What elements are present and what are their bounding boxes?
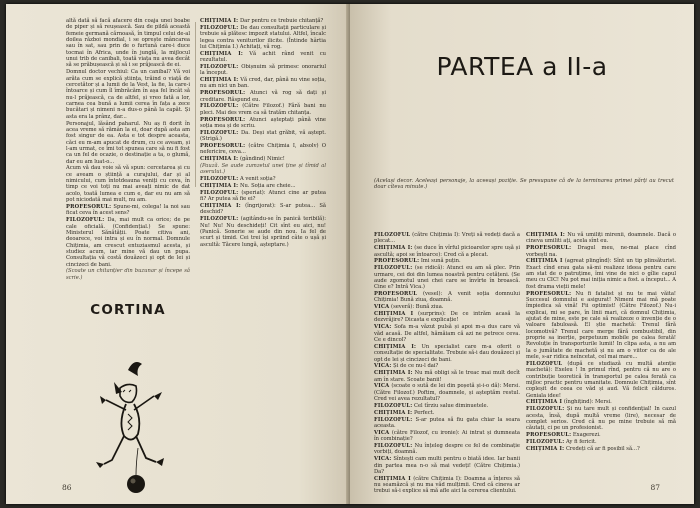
speaker-name: CHIȚIMIA I: bbox=[374, 409, 413, 416]
speaker-name: PROFESORUL: bbox=[200, 143, 246, 150]
dialogue-paragraph bbox=[526, 361, 676, 399]
dialogue-paragraph bbox=[526, 406, 676, 431]
dialogue-paragraph bbox=[200, 90, 326, 103]
speaker-name: FILOZOFUL: bbox=[200, 63, 239, 70]
dialogue-paragraph bbox=[374, 410, 520, 416]
dialogue-text: A venit soția? bbox=[238, 176, 276, 183]
dialogue-text: (îngrijorat): S-ar putea... Să deschid? bbox=[200, 203, 326, 216]
dialogue-text: Și de ce nu-l dai? bbox=[391, 363, 439, 370]
speaker-name: CHIȚIMIA I bbox=[526, 399, 563, 406]
dialogue-text: De dau consultații particulare și trebuie să plătesc impozit statului. Altfel, încalc legea contra veniturilor ilicite. (Întinde hârtia lui Chițimia I.) Achitați, vă rog. bbox=[200, 24, 326, 50]
book-spread bbox=[6, 4, 694, 504]
speaker-name: FILOZOFUL: bbox=[374, 443, 413, 449]
speaker-name: CHIȚIMIA I: bbox=[374, 343, 417, 350]
speaker-name: CHIȚIMIA I: bbox=[200, 183, 239, 190]
dialogue-text: (după ce studiază cu multă atenție machetă): Exeleu ! In primul rînd, pentru că nu are o contribuție teoretică în transportul pe calea ferată ca mijloc practic pentru umanitate. Domnule Chițimia, sînt copleșit de ceea ce văd și aud. Vă felicit călduros. Geniala idee! bbox=[526, 360, 676, 399]
dialogue-paragraph bbox=[200, 117, 326, 130]
speaker-name: PROFESORUL: bbox=[374, 258, 420, 265]
speaker-name: FILOZOFUL: bbox=[526, 439, 565, 445]
dialogue-paragraph bbox=[526, 245, 676, 258]
left-column-2 bbox=[200, 18, 326, 246]
dialogue-paragraph bbox=[200, 130, 326, 143]
speaker-name: FILOZOFUL: bbox=[200, 129, 239, 136]
dialogue-paragraph bbox=[374, 403, 520, 409]
left-page bbox=[6, 4, 350, 504]
dialogue-paragraph bbox=[374, 430, 520, 443]
dialogue-text: (Către Filozof.) Fără bani nu pleci. Mai des vrem ca să tratăm chitanța. bbox=[200, 103, 326, 116]
page-number-left: 86 bbox=[62, 483, 72, 492]
dialogue-text: (către Filozof, cu ironie): Ai intrat și dumneata în combinație? bbox=[374, 429, 520, 443]
speaker-name: FILOZOFUL bbox=[526, 360, 563, 367]
speaker-name: VICA bbox=[374, 304, 390, 311]
dialogue-text: Dragul meu, ne-mai place cînd vorbești na. bbox=[526, 245, 676, 258]
dialogue-paragraph bbox=[526, 232, 676, 245]
speaker-name: CHIȚIMIA I bbox=[526, 258, 563, 265]
part-title: PARTEA a II-a bbox=[436, 52, 608, 81]
dialogue-text: Credeți că ar fi posibil să...? bbox=[564, 445, 640, 452]
dialogue-text: altă dată să facă afacere din coaja unei boabe de piper și să reușească. Sau de pildă această femeie germană cărnoasă, în timpul celui de-al doilea război mondial, i se oprește mâncarea sau în sat, sau prin de o furtună care-i duce tocmai în Africa, unde în junglă, la mijlocul unui trib de canibali, toată viața nu avea decât să se prăbușească și să i se prăjească de ei. bbox=[66, 18, 190, 69]
dialogue-text: (gândind) Nimic! bbox=[238, 156, 285, 163]
speaker-name: FILOZOFUL: bbox=[374, 402, 413, 409]
dialogue-paragraph bbox=[374, 370, 520, 383]
dialogue-text: Sofa m-a văzut pulsă și apoi m-a dus care vă văd acasă. De altfel, hămăiam că azi ne petrece ceva. Ce e dincol? bbox=[374, 324, 520, 343]
dialogue-paragraph bbox=[200, 51, 326, 64]
jester-illustration bbox=[76, 352, 186, 497]
dialogue-text: Un specialist care m-a oferit o consultație de specialitate. Trebuie să-i dau douăzeci și opt de lei și cincizeci de bani. bbox=[374, 343, 520, 363]
speaker-name: CHIȚIMIA I: bbox=[374, 370, 413, 377]
speaker-name: FILOZOFUL: bbox=[200, 176, 239, 183]
dialogue-text: (se duce în vîrful picioarelor spre ușă și ascultă; apoi se întoarce): Cred că a plecat. bbox=[374, 245, 520, 258]
scene-direction: (Același decor. Aceleași personaje, la aceeași poziție. Se presupune că de la terminarea primei părți au trecut doar cîteva minute.) bbox=[374, 178, 674, 191]
dialogue-paragraph bbox=[200, 143, 326, 156]
stage-direction: (Pauză. Se aude zumzetul unei ține și tîmid al aserului.) bbox=[200, 163, 326, 176]
dialogue-text: (surprins): De ce intrăm acasă la dezvrăjire? Dicasta e explicație! bbox=[374, 311, 521, 324]
dialogue-text: Da, mai mult ca orice; de pe cale oficială. (Confidențial.) Se spune: Ministerul Sănătății. Poate citiva ani, deoarece, voi intra și eu în normal. Domnule Chițimia, am crescut entuziasmul acesta, și studiez acum, iar mine vă dau un pupa. Consultația vă costă douăzeci și opt de lei și cincizeci de bani. bbox=[66, 217, 190, 268]
speaker-name: FILOZOFUL: bbox=[200, 216, 239, 223]
dialogue-text: Obișnuim să primesc onorariul la început. bbox=[200, 63, 326, 77]
dialogue-text: Cel tîrziu salue diminuetele. bbox=[412, 402, 489, 409]
speaker-name: PROFESORUL: bbox=[526, 290, 572, 297]
right-column-2 bbox=[526, 232, 676, 460]
dialogue-paragraph bbox=[66, 18, 190, 69]
dialogue-text: Nu mă obligi să le treac mai mult decît am în stare. Scoate banii! bbox=[374, 370, 520, 383]
dialogue-paragraph bbox=[66, 204, 190, 217]
speaker-name: PROFESORUL: bbox=[200, 116, 246, 123]
dialogue-paragraph bbox=[374, 311, 520, 324]
dialogue-paragraph bbox=[200, 156, 326, 162]
dialogue-text: Ay fi fericit. bbox=[564, 439, 597, 445]
speaker-name: CHIȚIMIA I: bbox=[200, 50, 243, 57]
speaker-name: CHIȚIMIA I bbox=[374, 475, 411, 482]
dialogue-text: (speriat): Atunci cine ar putea fi? Ar putea să fie ei? bbox=[200, 189, 326, 203]
right-page bbox=[350, 4, 694, 504]
dialogue-paragraph bbox=[200, 64, 326, 77]
page-number-right: 87 bbox=[650, 483, 660, 492]
dialogue-paragraph bbox=[200, 183, 326, 189]
dialogue-paragraph bbox=[374, 324, 520, 343]
dialogue-paragraph bbox=[374, 476, 520, 495]
dialogue-text: Nu fi fatalist și nu te mai văita! Succesul domnului e asigurat! Nimeni mai mă poate împiedica să vină! Fii optimist! (Către Filozof.) Nu-i explicai, mi se pare, în linii mari, că domnul Chițimia, ajutat de mine, este pe cale să realizeze o invenție de o valoare fabuloasă. El știe machetă: Trenul fără locomotivă? Trenul care merge fără combustibil, din proprie sa inerție, perpetuum mobile pe calea ferată! Revoluție în transporturile lumii! In clipa asta, a nu am la o jumătate de machetă și nu am o viitor ca de ale mele, s-ar ridica neîncetat, cel mai mare... bbox=[526, 290, 676, 361]
right-column-1 bbox=[374, 232, 521, 495]
speaker-name: VICA bbox=[374, 429, 390, 436]
dialogue-text: Atunci așteptați până vine soția mea și de scriu. bbox=[200, 116, 326, 129]
speaker-name: PROFESORUL: bbox=[526, 432, 572, 439]
speaker-name: FILOZOFUL: bbox=[526, 406, 565, 413]
dialogue-text: (către Chițimia I): Doamna a înțeres să nu seamăzcă și nu ma văd mulțimii. Cred că cineva ar trebui să-i explice să mă afle aici la cererea clientului. bbox=[374, 475, 520, 495]
dialogue-text: Domnul doctor vechiul: Ca un canibal? Vă voi arăta cum se explică știința, trăind o viață de cercetător și a lumii de la Vest, la fie, la care-i întoarce și cum îl îmbrăcăm în așa fel încât să nu-l prăjească, ca de altfel, și vreo fată a lor, carnea cea bună a lumii cerea în fața a zece bucătari și nimeni n-a dus-o până la capăt. Și asta era la prânz, dar... bbox=[66, 69, 190, 120]
dialogue-paragraph bbox=[374, 265, 520, 290]
dialogue-paragraph bbox=[200, 203, 326, 216]
dialogue-paragraph bbox=[374, 456, 520, 475]
dialogue-text: Vă achit rând venit cu rezultatul. bbox=[200, 50, 326, 64]
dialogue-text: (scoate o sută de lei din poșetă și-i-o dă): Mersi. (Către Filozof.) Poftim, doamnele, și așteptăm restul. Cred vei avea rezultatul? bbox=[374, 383, 520, 403]
dialogue-paragraph bbox=[374, 291, 520, 304]
speaker-name: FILOZOFUL: bbox=[374, 265, 413, 272]
dialogue-text: Vă cred, dar, până nu vine soția, nu am nici un ban. bbox=[200, 77, 326, 90]
column-divider bbox=[195, 22, 196, 187]
dialogue-paragraph bbox=[374, 443, 520, 456]
speaker-name: FILOZOFUL bbox=[374, 232, 411, 238]
dialogue-text: Nu. Soția are cheie... bbox=[238, 183, 296, 190]
dialogue-paragraph bbox=[200, 18, 326, 24]
dialogue-text: Exagerezi. bbox=[571, 432, 601, 439]
dialogue-paragraph bbox=[526, 258, 676, 290]
speaker-name: PROFESORUL: bbox=[526, 245, 572, 252]
dialogue-paragraph bbox=[200, 163, 326, 176]
speaker-name: CHIȚIMIA I: bbox=[200, 156, 239, 163]
dialogue-paragraph bbox=[200, 216, 326, 248]
dialogue-paragraph bbox=[374, 304, 520, 310]
dialogue-paragraph bbox=[200, 77, 326, 90]
speaker-name: PROFESORUL: bbox=[200, 90, 246, 97]
dialogue-paragraph bbox=[66, 268, 190, 281]
dialogue-paragraph bbox=[374, 245, 520, 258]
dialogue-paragraph bbox=[526, 432, 676, 438]
speaker-name: VICA: bbox=[374, 456, 392, 463]
dialogue-text: Și nu tare mult și confidențial! In cazul acesta, însă, după multă vreme (lire), necesar de complet serios. Cred că nu pe mine trebuie să mă căutați, ci pe un profesionist. bbox=[526, 406, 676, 432]
dialogue-text: (agreat plingînd): Sînt un tip plinsăturist. Exact cînd erau gata să-mi realizez ideea pentru care am stat de o patruțime, îmi vine de nici o gîlie capul meu cu CIC! Nu pot mai iniția nimic a fost. a început... A fost drama vieții mele! bbox=[526, 258, 676, 290]
dialogue-paragraph bbox=[200, 25, 326, 50]
dialogue-text: Atunci vă rog să dați și creditare. Răspund eu. bbox=[200, 90, 326, 103]
dialogue-paragraph bbox=[66, 69, 190, 120]
dialogue-text: Perfect. bbox=[412, 409, 435, 416]
left-column-1 bbox=[66, 18, 190, 281]
dialogue-text: S-ar putea să fiu gata chiar la seara aceasta. bbox=[374, 416, 520, 429]
speaker-name: FILOZOFUL: bbox=[200, 189, 239, 196]
cortina-heading: CORTINA bbox=[90, 302, 166, 318]
stage-direction: (Scoate un chitanțier din buzunar și începe să scrie.) bbox=[66, 268, 190, 281]
dialogue-paragraph bbox=[374, 344, 520, 363]
dialogue-paragraph bbox=[66, 121, 190, 165]
speaker-name: FILOZOFUL: bbox=[66, 217, 105, 224]
dialogue-text: Imi sună puțin. bbox=[419, 258, 461, 265]
dialogue-paragraph bbox=[374, 383, 520, 402]
dialogue-text: (se ridică): Atunci eu am să plec. Prin urmare, cei doi din lumea noastră pentru cetățeni. (Se aude zgomotul unei chei care se învîrte în broască. Cine e? Intră Vica.) bbox=[374, 265, 520, 291]
dialogue-text: (severă): Bună ziua. bbox=[389, 304, 444, 311]
dialogue-paragraph bbox=[200, 190, 326, 203]
speaker-name: VICA: bbox=[374, 363, 392, 370]
dialogue-text: (agitându-se în panică teribilă): Nu! Nu! Nu deschideți! Cit sînt eu aici, nu! (Panică. Sonerie se aude din nou. Ia fel de scurt și timid. Cei trei își spriind câte o ușă și ascultă: Tăcere lungă, așteptare.) bbox=[200, 216, 326, 248]
speaker-name: CHIȚIMIA I: bbox=[200, 203, 241, 210]
dialogue-paragraph bbox=[526, 291, 676, 361]
speaker-name: CHIȚIMIA I: bbox=[374, 245, 413, 252]
dialogue-text: (către Chițimia I): Vreți să vedeți dacă a plecat... bbox=[374, 232, 520, 245]
speaker-name: VICA bbox=[374, 383, 390, 390]
speaker-name: FILOZOFUL: bbox=[200, 103, 239, 110]
dialogue-paragraph bbox=[200, 176, 326, 182]
dialogue-paragraph bbox=[374, 258, 520, 264]
speaker-name: PROFESORUL: bbox=[66, 203, 112, 210]
speaker-name: CHIȚIMIA I: bbox=[526, 445, 565, 452]
dialogue-text: (către Chițimia I, absolv) O nefericire, ceva... bbox=[200, 143, 326, 156]
dialogue-text: Dar pentru ce trebuie chitanță? bbox=[238, 18, 324, 24]
dialogue-text: Nu înțeleg despre ce fel de combinație vorbiți, doamnă. bbox=[374, 443, 520, 456]
dialogue-paragraph bbox=[374, 363, 520, 369]
dialogue-text: (vesel): A venit soția domnului Chițimia! Bună ziua, doamnă. bbox=[374, 291, 520, 304]
dialogue-text: Sîntești cam multi pentru o biată idee. Iar banii din partea mea n-o să mai vedeți! (Către Chițimia.) Da? bbox=[374, 456, 520, 475]
dialogue-paragraph bbox=[66, 217, 190, 268]
dialogue-text: (înghițind): Mersi. bbox=[562, 399, 612, 406]
dialogue-text: Acum vă dau voie să vă spun: cercetarea și cu ce aveam o știință a curajului, dar și al nimicului, cum întotdeauna veniți cu ceva, în timp ce voi toți nu mai aveați nimic de dat acolo, toată lumea e cum e, dar eu nu am să pot niciodată mai mult, nu am. bbox=[66, 165, 190, 204]
dialogue-paragraph bbox=[526, 446, 676, 452]
dialogue-paragraph bbox=[66, 165, 190, 203]
speaker-name: CHIȚIMIA I: bbox=[200, 77, 239, 84]
dialogue-paragraph bbox=[526, 399, 676, 405]
dialogue-paragraph bbox=[526, 439, 676, 445]
dialogue-text: Personajul, lăsând paharul. Nu aș fi dorit în acea vreme să rămân la ei, doar după asta am fost singur de ea. Asta e tot despre aceasta, căci eu m-am apucat de drum, cu ce aveam, și l-am urmat, ce îmi tot spunea care să nu fi fost ca un fel de ocazie, o destinație a ta, o glumă, dar eu am luat-o... bbox=[66, 120, 190, 165]
speaker-name: PROFESORUL bbox=[374, 291, 418, 298]
speaker-name: CHIȚIMIA I: bbox=[200, 18, 239, 24]
speaker-name: FILOZOFUL: bbox=[374, 416, 413, 423]
dialogue-paragraph bbox=[374, 417, 520, 430]
speaker-name: VICA: bbox=[374, 324, 392, 331]
speaker-name: CHIȚIMIA I bbox=[374, 311, 414, 318]
dialogue-paragraph bbox=[374, 232, 520, 245]
dialogue-text: Spune-mi, colega! la noi sau ficat ceva în acest sens? bbox=[66, 203, 190, 217]
speaker-name: FILOZOFUL: bbox=[200, 24, 239, 31]
dialogue-text: Da. Deși stat grăbit, vă aștept. (Strigă.) bbox=[200, 129, 326, 143]
speaker-name: CHIȚIMIA I: bbox=[526, 232, 565, 238]
dialogue-text: Nu vă umiliți mirenii, doamnele. Dacă o cineva umiliti ați, acela sînt eu. bbox=[526, 232, 676, 245]
dialogue-paragraph bbox=[200, 103, 326, 116]
